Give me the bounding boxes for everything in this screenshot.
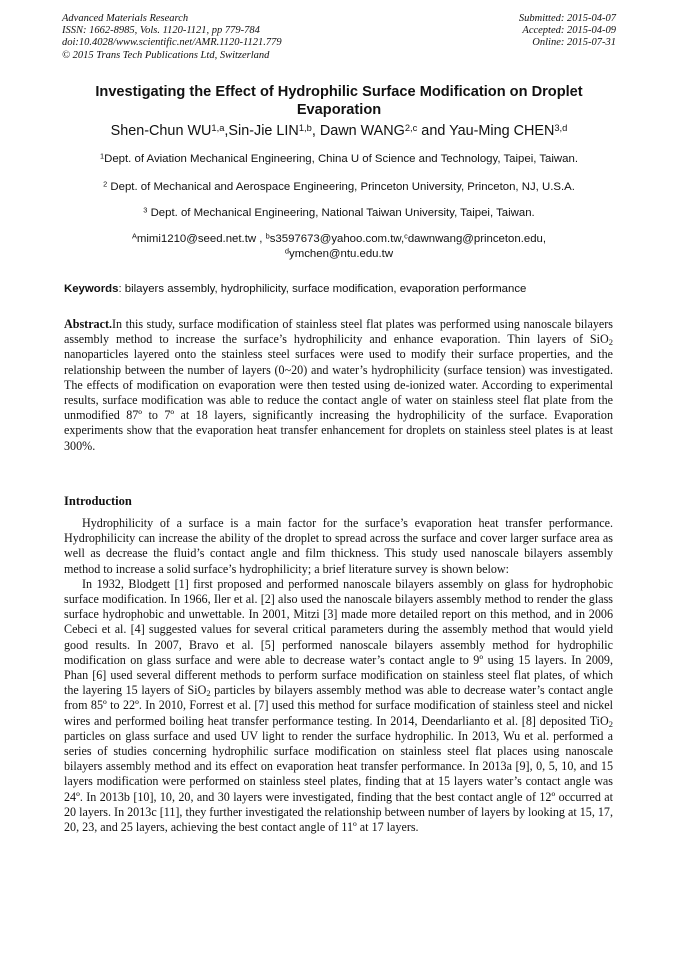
affiliation-number: 2 (103, 179, 108, 189)
affiliation (40, 152, 638, 166)
author-affil-mark: 3,d (554, 122, 568, 133)
section-heading-introduction: Introduction (64, 494, 132, 508)
subscript: 2 (608, 718, 613, 729)
abstract-text: nanoparticles layered onto the stainless steel surfaces were used to modify their surface properties, and the relationship between the number of layers (0~20) and water’s hydrophilicity (surface tension) was investigated. The effects of modification on evaporation were then tested using de-ionized water. According to experimental results, surface modification was able to reduce the contact angle of water on stainless steel flat plate from the unmodified 87º to 7º at 18 layers, significantly increasing the hydrophilicity of the surface. Evaporation experiments show that the evaporation heat transfer enhancement for droplets on stainless steel plates is at least 300%. (64, 347, 613, 453)
affiliation-number: 3 (143, 205, 148, 215)
email-line (40, 247, 638, 262)
journal-header (62, 13, 282, 62)
issn-line: ISSN: 1662-8985, Vols. 1120-1121, pp 779-784 (62, 25, 260, 37)
introduction-body (64, 516, 613, 835)
affiliation-text: Dept. of Mechanical Engineering, National Taiwan University, Taipei, Taiwan. (150, 207, 535, 219)
affiliation-text: Dept. of Aviation Mechanical Engineering, China U of Science and Technology, Taipei, Taiwan. (104, 153, 578, 165)
paper-title: Investigating the Effect of Hydrophilic Surface Modification on Droplet Evaporation (95, 84, 583, 118)
subscript: 2 (206, 688, 211, 699)
author-separator: , (224, 123, 229, 139)
submitted-date: Submitted: 2015-04-07 (518, 13, 616, 24)
author-separator: , (311, 123, 320, 139)
author-name: Sin-Jie LIN (228, 123, 299, 139)
email-address: s3597673@yahoo.com.tw, (269, 233, 405, 245)
paragraph-text: In 1932, Blodgett [1] first proposed and performed nanoscale bilayers assembly on glass for hydrophobic surface modification. In 1966, Iler et al. [2] also used the nanoscale bilayers assembly method to render the glass surface hydrophobic and unwettable. In 2001, Mitzi [3] made more detailed report on this method, and in 2006 Cebeci et al. [4] suggested values for several critical parameters during the assembly method that would yield good results. In 2007, Bravo et al. [5] performed nanoscale bilayers assembly method for hydrophilic modification on glass surface and were able to decrease water’s contact angle to 9º using 15 layers. In 2009, Phan [6] used several different methods to perform surface modification on stainless steel flat plates, of which the layering 15 layers of SiO (64, 576, 613, 698)
intro-paragraph (64, 577, 613, 835)
author-name: Yau-Ming CHEN (449, 123, 555, 139)
author-list (40, 122, 638, 140)
email-mark: d (284, 246, 290, 256)
abstract-text: In this study, surface modification of stainless steel flat plates was performed using nanoscale bilayers assembly method to increase the surface’s hydrophilicity and enhance evaporation. Thin layers of SiO (64, 317, 613, 347)
affiliation-text: Dept. of Mechanical and Aerospace Engineering, Princeton University, Princeton, NJ, U.S.A. (110, 181, 575, 193)
author-name: Shen-Chun WU (110, 123, 212, 139)
email-mark: c (404, 231, 408, 241)
author-name: Dawn WANG (319, 123, 405, 139)
doi-line: doi:10.4028/www.scientific.net/AMR.1120-1121.779 (62, 37, 282, 49)
abstract (64, 317, 613, 454)
dates-header (519, 13, 616, 50)
keywords-text: : bilayers assembly, hydrophilicity, surface modification, evaporation performance (118, 283, 527, 295)
email-separator: , (256, 233, 266, 245)
paragraph-text: particles by bilayers assembly method was able to decrease water’s contact angle from 85º to 22º. In 2010, Forrest et al. [7] used this method for surface modification of stainless steel and nickel wires and performed boiling heat transfer performance testing. In 2014, Deendarlianto et al. [8] deposited TiO (64, 683, 613, 728)
keywords-line (64, 282, 616, 296)
abstract-label: Abstract. (64, 317, 113, 331)
subscript: 2 (608, 337, 613, 348)
paragraph-text: particles on glass surface and used UV light to render the surface hydrophilic. In 2013, Wu et al. performed a series of studies concerning hydrophilic surface modification on stainless steel flat places using nanoscale bilayers assembly method and its effect on evaporation heat transfer performance. In 2013a [9], 0, 5, 10, and 15 layers modification were performed on stainless steel plates, finding that at 15 layers water’s contact angle was 24º. In 2013b [10], 10, 20, and 30 layers were investigated, finding that the best contact angle of 12º occurred at 20 layers. In 2013c [11], they further investigated the relationship between number of layers by looking at 15, 17, 20, 23, and 25 layers, achieving the best contact angle of 11º at 17 layers. (64, 728, 613, 835)
online-date: Online: 2015-07-31 (532, 37, 616, 49)
affiliation (40, 180, 638, 194)
email-address: dawnwang@princeton.edu, (407, 233, 547, 245)
email-mark: b (265, 231, 270, 241)
affiliation (40, 206, 638, 220)
journal-name: Advanced Materials Research (62, 13, 189, 24)
affiliation-number: 1 (100, 151, 105, 161)
email-address: ymchen@ntu.edu.tw (289, 248, 394, 260)
keywords-label: Keywords (64, 283, 119, 295)
copyright-line: © 2015 Trans Tech Publications Ltd, Switzerland (62, 49, 270, 61)
abstract-paragraph (64, 317, 613, 454)
email-line (40, 232, 638, 247)
email-address: mimi1210@seed.net.tw (136, 233, 257, 245)
intro-paragraph: Hydrophilicity of a surface is a main factor for the surface’s evaporation heat transfer performance. Hydrophilicity can increase the ability of the droplet to spread across the surface and cover larger surface area as well as decrease the fluid’s contact angle and film thickness. This study used nanoscale bilayers assembly method to increase a solid surface’s hydrophilicity; a brief literature survey is shown below: (64, 516, 613, 576)
author-affil-mark: 2,c (404, 122, 418, 133)
author-affil-mark: 1,b (298, 122, 312, 133)
email-mark: A (131, 231, 137, 241)
author-affil-mark: 1,a (211, 122, 225, 133)
author-separator: and (417, 123, 450, 139)
accepted-date: Accepted: 2015-04-09 (522, 25, 616, 37)
